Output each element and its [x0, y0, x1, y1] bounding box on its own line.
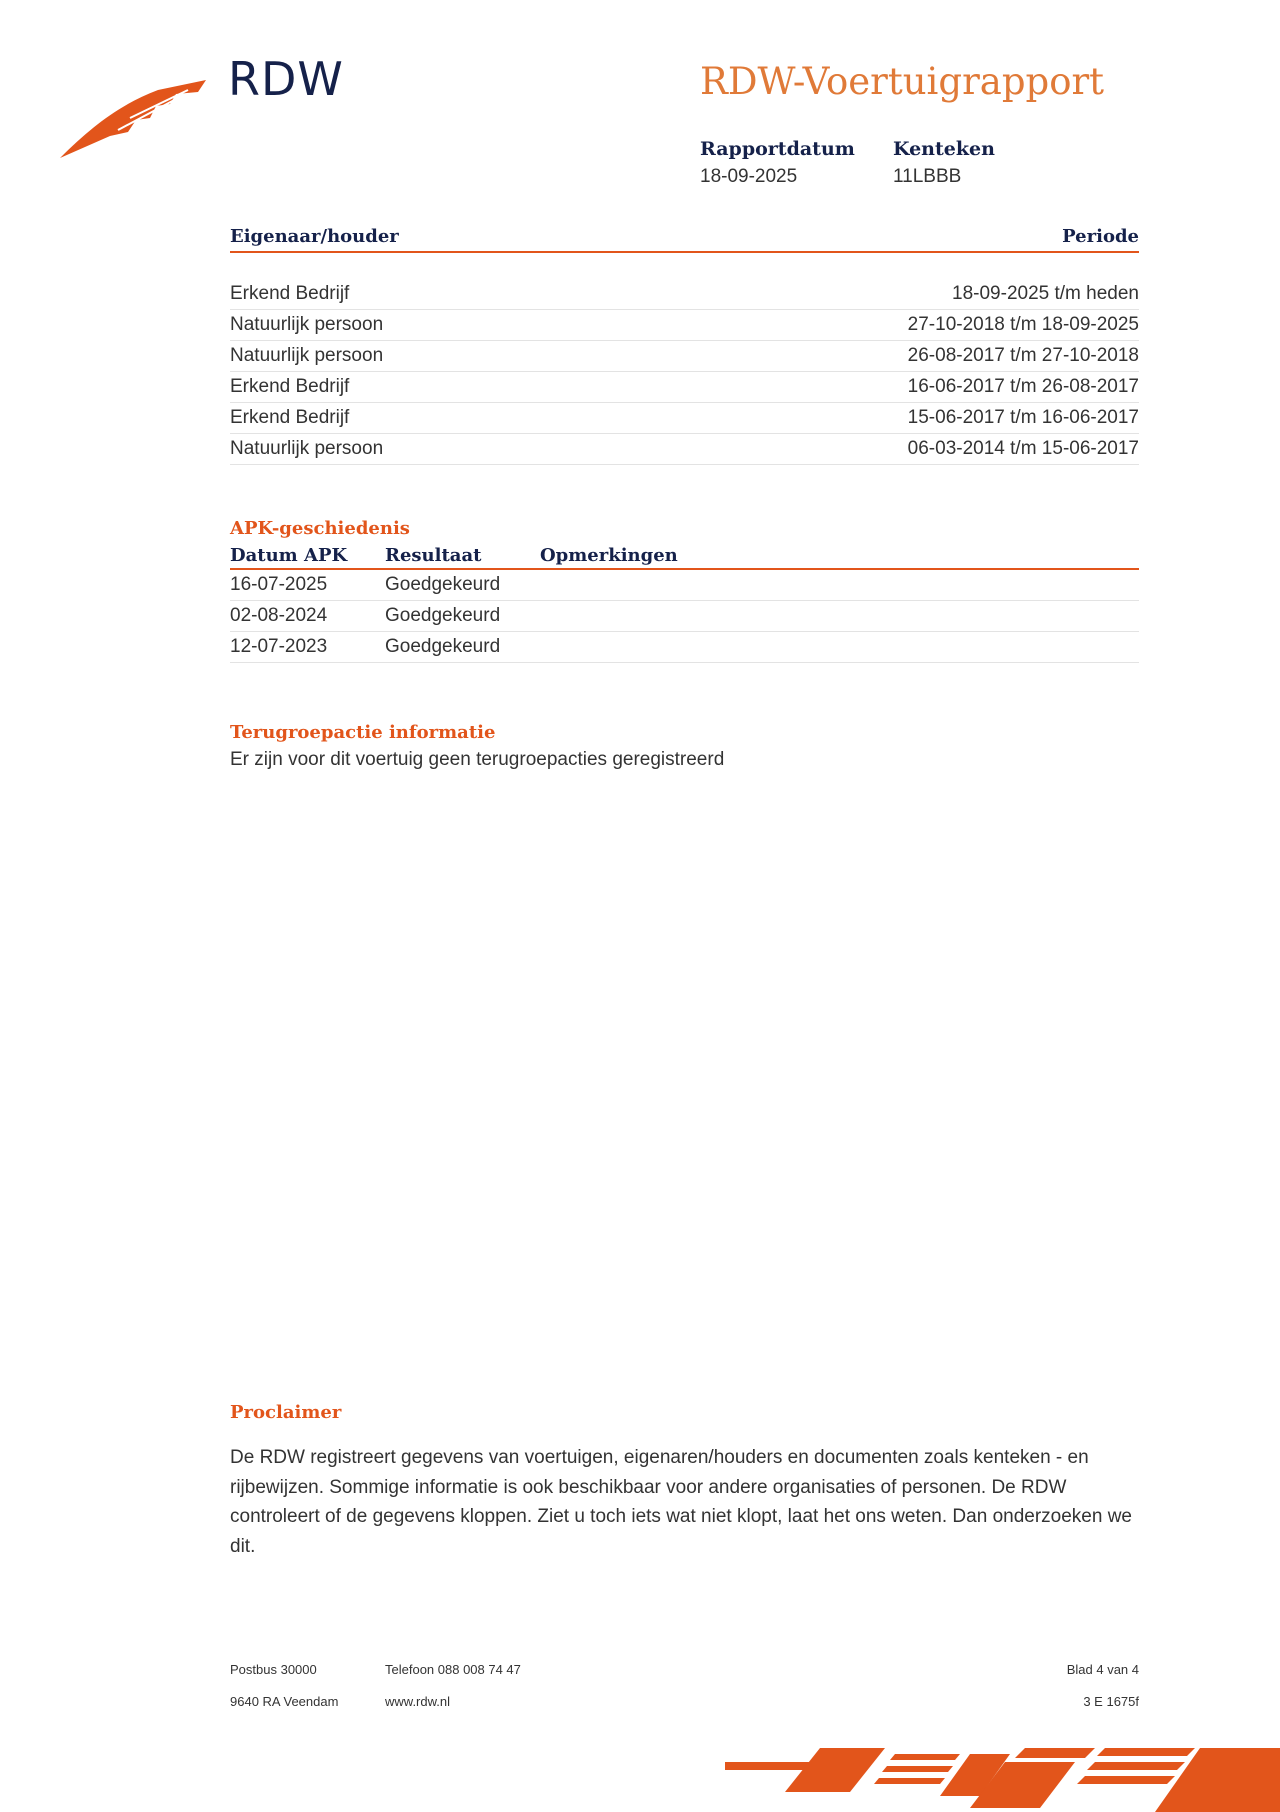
owner-type: Erkend Bedrijf	[230, 407, 350, 428]
recall-title: Terugroepactie informatie	[230, 722, 496, 743]
apk-remarks	[540, 570, 1139, 600]
owner-type: Natuurlijk persoon	[230, 438, 384, 459]
owner-period: 18-09-2025 t/m heden	[952, 283, 1139, 304]
report-date-value: 18-09-2025	[700, 166, 798, 187]
disclaimer-text: De RDW registreert gegevens van voertuigen, eigenaren/houders en documenten zoals kenteken - en rijbewijzen. Sommige informatie is ook beschikbaar voor andere organisaties of personen. De RDW controleert of de gegevens kloppen. Ziet u toch iets wat niet klopt, laat het ons weten. Dan onderzoeken we dit.	[230, 1447, 1132, 1557]
disclaimer-section	[230, 1402, 1139, 1561]
owner-type: Erkend Bedrijf	[230, 283, 350, 304]
apk-result: Goedgekeurd	[385, 574, 501, 595]
apk-remarks	[540, 632, 1139, 662]
apk-row	[230, 601, 1139, 632]
apk-remarks	[540, 601, 1139, 631]
owner-period: 27-10-2018 t/m 18-09-2025	[907, 314, 1139, 335]
owner-period: 06-03-2014 t/m 15-06-2017	[907, 438, 1139, 459]
owner-row	[230, 341, 1139, 372]
owner-period: 16-06-2017 t/m 26-08-2017	[907, 376, 1139, 397]
owner-row	[230, 310, 1139, 341]
apk-title: APK-geschiedenis	[230, 518, 410, 539]
plate-label: Kenteken	[893, 138, 995, 160]
footer-website[interactable]: www.rdw.nl	[385, 1694, 451, 1709]
period-column-header: Periode	[1062, 226, 1139, 247]
recall-text: Er zijn voor dit voertuig geen terugroepacties geregistreerd	[230, 749, 725, 770]
apk-date-column-header: Datum APK	[230, 545, 348, 566]
apk-row	[230, 570, 1139, 601]
report-date-label: Rapportdatum	[700, 138, 855, 160]
footer-page-number: Blad 4 van 4	[1066, 1662, 1139, 1677]
owners-table	[230, 226, 1139, 465]
apk-date: 02-08-2024	[230, 605, 328, 626]
footer-phone: Telefoon 088 008 74 47	[385, 1662, 521, 1677]
owner-period: 26-08-2017 t/m 27-10-2018	[907, 345, 1139, 366]
owners-table-header	[230, 226, 1139, 253]
apk-date: 12-07-2023	[230, 636, 328, 657]
apk-row	[230, 632, 1139, 663]
owner-column-header: Eigenaar/houder	[230, 226, 399, 247]
owner-type: Natuurlijk persoon	[230, 345, 384, 366]
owner-row	[230, 434, 1139, 465]
owner-row	[230, 372, 1139, 403]
disclaimer-title: Proclaimer	[230, 1402, 342, 1423]
apk-section	[230, 518, 1139, 663]
apk-result-column-header: Resultaat	[385, 545, 482, 566]
owner-row	[230, 403, 1139, 434]
apk-remarks-column-header: Opmerkingen	[540, 545, 678, 566]
apk-date: 16-07-2025	[230, 574, 328, 595]
owner-type: Natuurlijk persoon	[230, 314, 384, 335]
owner-period: 15-06-2017 t/m 16-06-2017	[907, 407, 1139, 428]
recall-section	[230, 722, 1139, 771]
footer-address-line1: Postbus 30000	[230, 1662, 317, 1677]
apk-result: Goedgekeurd	[385, 605, 501, 626]
brand-name: RDW	[228, 52, 344, 106]
decorative-stripe-icon	[725, 1748, 1280, 1812]
plate-value: 11LBBB	[893, 166, 962, 187]
footer-address-line2: 9640 RA Veendam	[230, 1694, 339, 1709]
apk-result: Goedgekeurd	[385, 636, 501, 657]
owner-row	[230, 279, 1139, 310]
owner-type: Erkend Bedrijf	[230, 376, 350, 397]
apk-table-header	[230, 545, 1139, 570]
footer-document-code: 3 E 1675f	[1083, 1694, 1139, 1709]
report-title: RDW-Voertuigrapport	[700, 60, 1105, 103]
rdw-logo-icon	[58, 80, 208, 160]
